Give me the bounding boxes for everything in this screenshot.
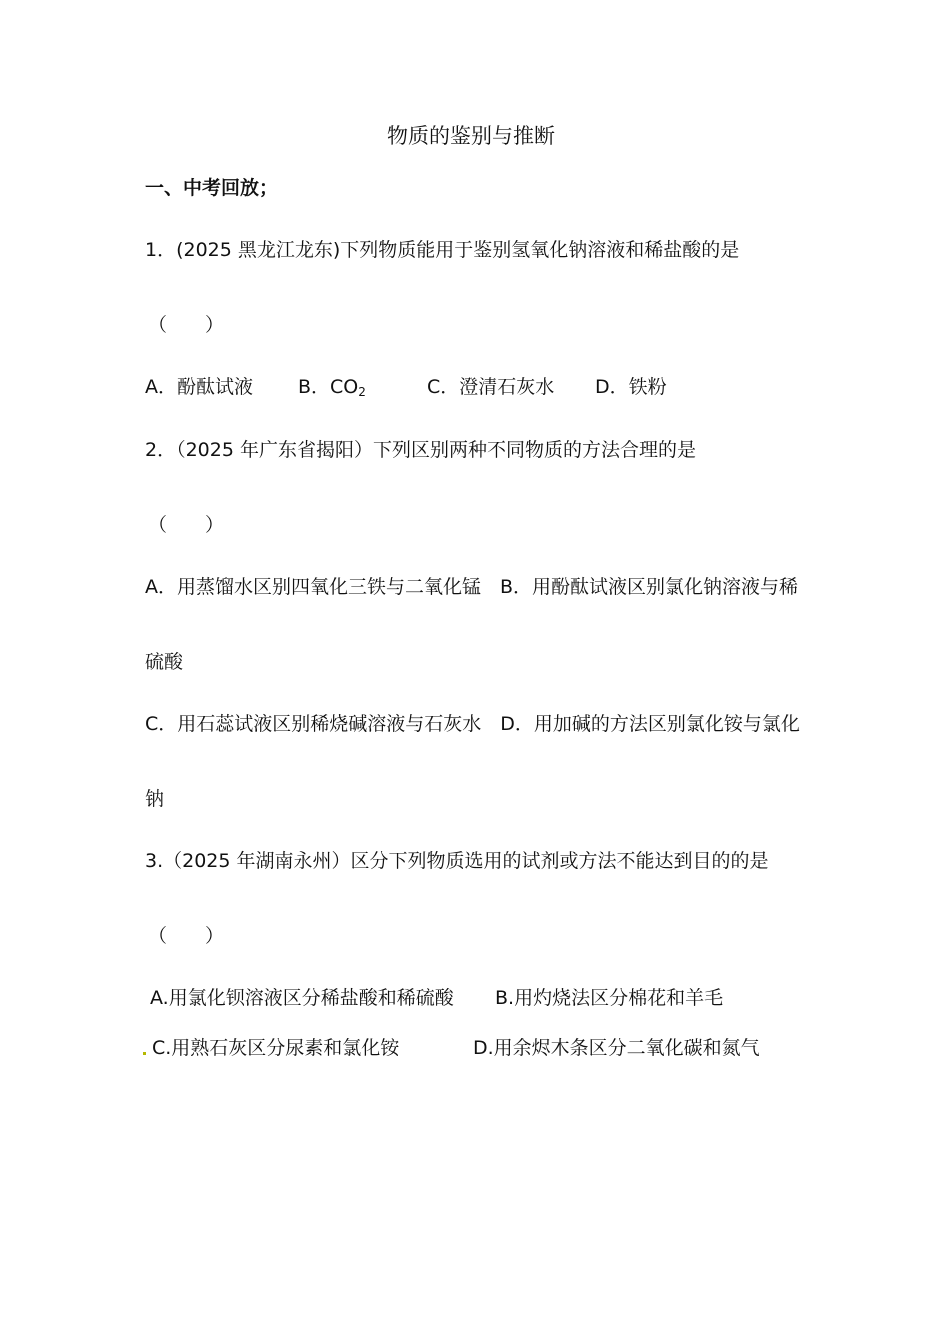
question-3-option-a: A.用氯化钡溶液区分稀盐酸和稀硫酸 [150, 987, 454, 1009]
question-2-blank: （ ） [148, 514, 225, 536]
question-1-blank: （ ） [148, 314, 225, 336]
subscript-2: 2 [358, 385, 366, 399]
question-2-options-ab-continued: 硫酸 [145, 651, 184, 673]
question-3-option-b: B.用灼烧法区分棉花和羊毛 [495, 987, 724, 1009]
question-2-options-ab: A．用蒸馏水区别四氧化三铁与二氧化锰 B．用酚酞试液区别氯化钠溶液与稀 [145, 576, 799, 598]
question-1-option-c: C．澄清石灰水 [427, 376, 555, 398]
question-1-option-d: D．铁粉 [595, 376, 667, 398]
question-3-option-d: D.用余烬木条区分二氧化碳和氮气 [473, 1037, 760, 1059]
section-heading: 一、中考回放； [145, 177, 279, 199]
question-3-stem: 3.（2025 年湖南永州）区分下列物质选用的试剂或方法不能达到目的的是 [145, 850, 769, 872]
question-1-option-a: A．酚酞试液 [145, 376, 253, 398]
question-3-blank: （ ） [148, 925, 225, 947]
question-3-option-c: C.用熟石灰区分尿素和氯化铵 [152, 1037, 400, 1059]
page-title: 物质的鉴别与推断 [387, 124, 555, 148]
question-2-options-cd-continued: 钠 [145, 788, 165, 810]
question-2-stem: 2．（2025 年广东省揭阳）下列区别两种不同物质的方法合理的是 [145, 439, 696, 461]
question-1-option-b: B．$CO_2$ [298, 376, 366, 399]
bullet-dot-marker [143, 1052, 146, 1055]
question-1-stem: 1．(2025 黑龙江龙东)下列物质能用于鉴别氢氧化钠溶液和稀盐酸的是 [145, 239, 740, 261]
question-2-options-cd: C．用石蕊试液区别稀烧碱溶液与石灰水 D．用加碱的方法区别氯化铵与氯化 [145, 713, 800, 735]
